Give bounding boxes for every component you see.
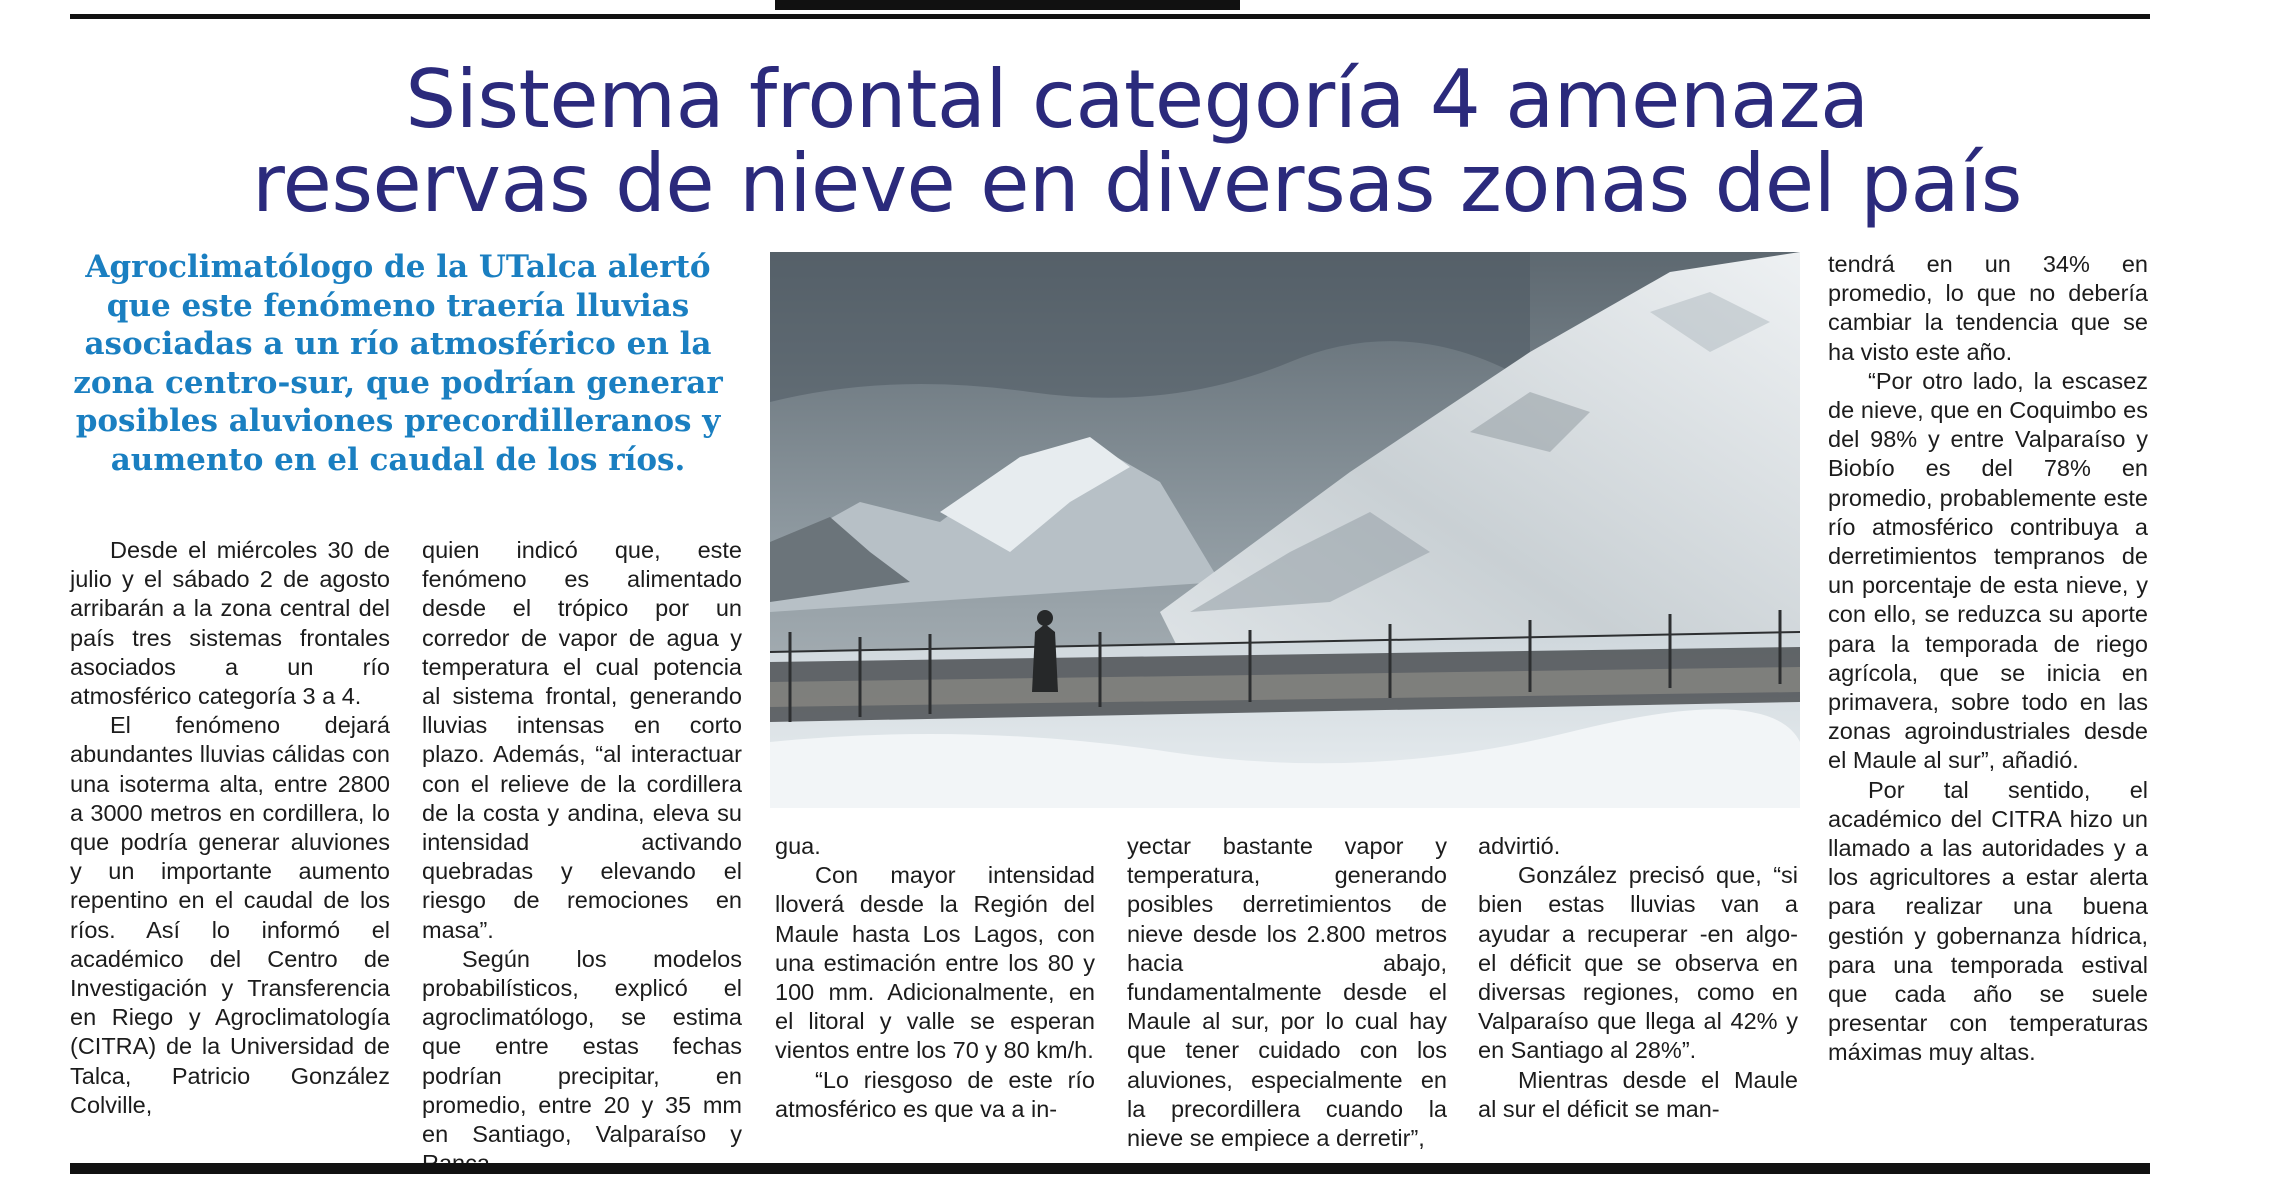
headline bbox=[0, 53, 2274, 230]
col3-paragraph-3: “Lo riesgoso de este río atmosférico es que va a in- bbox=[775, 1066, 1095, 1122]
col6-paragraph-3: Por tal sentido, el académico del CITRA hizo un llamado a las autoridades y a los agricultores a estar alerta para realizar una buena gestión y gobernanza hídrica, para una temporada estival que cada año se suele presentar con temperaturas máximas muy altas. bbox=[1828, 776, 2148, 1066]
col6-paragraph-1: tendrá en un 34% en promedio, lo que no debería cambiar la tendencia que se ha visto este año. bbox=[1828, 251, 2148, 365]
col3-paragraph-2: Con mayor intensidad lloverá desde la Región del Maule hasta Los Lagos, con una estimación entre los 80 y 100 mm. Adicionalmente, en el litoral y valle se esperan vientos entre los 70 y 80 km/h. bbox=[775, 862, 1095, 1064]
masthead-tab bbox=[775, 0, 1240, 10]
body-column-5 bbox=[1478, 832, 1798, 1124]
body-column-1 bbox=[70, 536, 390, 1120]
lead-paragraph: Agroclimatólogo de la UTalca alertó que este fenómeno traería lluvias asociadas a un río atmosférico en la zona centro-sur, que podrían generar posibles aluviones precordilleranos y aumento en el caudal de los ríos. bbox=[73, 249, 723, 478]
col5-paragraph-3: Mientras desde el Maule al sur el déficit se man- bbox=[1478, 1066, 1798, 1122]
col4-paragraph-1: yectar bastante vapor y temperatura, generando posibles derretimientos de nieve desde los 2.800 metros hacia abajo, fundamentalmente desde el Maule al sur, por lo cual hay que tener cuidado con los aluviones, especialmente en la precordillera cuando la nieve se empiece a derretir”, bbox=[1127, 833, 1447, 1152]
col2-paragraph-1: quien indicó que, este fenómeno es alimentado desde el trópico por un corredor de vapor de agua y temperatura el cual potencia al sistema frontal, generando lluvias intensas en corto plazo. Además, “al interactuar con el relieve de la cordillera de la costa y andina, eleva su intensidad activando quebradas y elevando el riesgo de remociones en masa”. bbox=[422, 537, 742, 943]
body-column-3 bbox=[775, 832, 1095, 1124]
body-column-2 bbox=[422, 536, 742, 1178]
col5-paragraph-1: advirtió. bbox=[1478, 833, 1561, 859]
top-rule bbox=[70, 14, 2150, 19]
bottom-rule bbox=[70, 1163, 2150, 1174]
headline-line-1: Sistema frontal categoría 4 amenaza bbox=[405, 53, 1869, 146]
col1-paragraph-1: Desde el miércoles 30 de julio y el sábado 2 de agosto arribarán a la zona central del país tres sistemas frontales asociados a un río atmosférico categoría 3 a 4. bbox=[70, 537, 390, 710]
col3-paragraph-1: gua. bbox=[775, 833, 821, 859]
snowy-mountain-photo bbox=[770, 252, 1800, 808]
col5-paragraph-2: González precisó que, “si bien estas lluvias van a ayudar a recuperar -en algo- el déficit que se observa en diversas regiones, como en Valparaíso que llega al 42% y en Santiago al 28%”. bbox=[1478, 862, 1798, 1064]
body-column-4 bbox=[1127, 832, 1447, 1153]
col6-paragraph-2: “Por otro lado, la escasez de nieve, que en Coquimbo es del 98% y entre Valparaíso y Biobío es del 78% en promedio, probablemente este río atmosférico contribuya a derretimientos tempranos de un porcentaje de esta nieve, y con ello, se reduzca su aporte para la temporada de riego agrícola, que se inicia en primavera, sobre todo en las zonas agroindustriales desde el Maule al sur”, añadió. bbox=[1828, 367, 2148, 774]
col1-paragraph-2: El fenómeno dejará abundantes lluvias cálidas con una isoterma alta, entre 2800 a 3000 metros en cordillera, lo que podría generar aluviones y un importante aumento repentino en el caudal de los ríos. Así lo informó el académico del Centro de Investigación y Transferencia en Riego y Agroclimatología (CITRA) de la Universidad de Talca, Patricio González Colville, bbox=[70, 712, 390, 1118]
headline-line-2: reservas de nieve en diversas zonas del país bbox=[252, 137, 2022, 230]
photo-illustration bbox=[770, 252, 1800, 808]
col2-paragraph-2: Según los modelos probabilísticos, explicó el agroclimatólogo, se estima que entre estas fechas podrían precipitar, en promedio, entre 20 y 35 mm en Santiago, Valparaíso y bbox=[422, 945, 742, 1148]
body-column-6 bbox=[1828, 250, 2148, 1068]
